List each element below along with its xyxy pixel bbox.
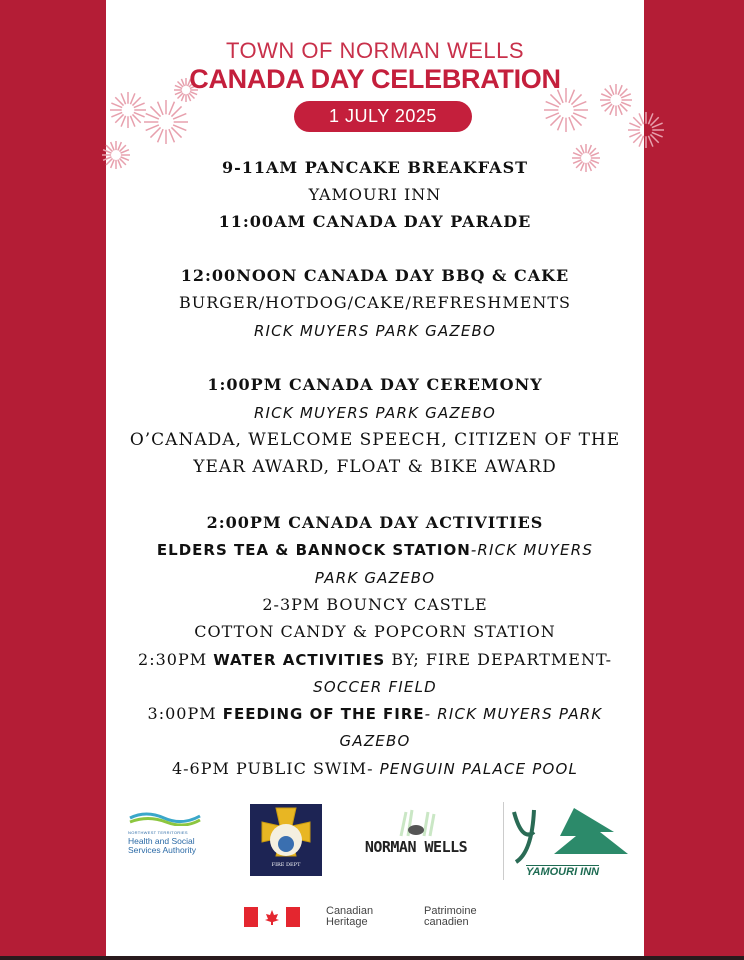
waves-icon	[128, 810, 202, 826]
schedule-text: WATER ACTIVITIES	[213, 651, 386, 669]
heritage-en-2: Heritage	[326, 916, 368, 928]
schedule-line	[106, 513, 644, 532]
schedule-line	[106, 375, 644, 394]
schedule-line	[106, 212, 644, 231]
schedule-text: BURGER/HOTDOG/CAKE/REFRESHMENTS	[178, 293, 572, 312]
schedule-text: 2:00PM CANADA DAY ACTIVITIES	[206, 513, 544, 532]
yamouri-text: YAMOURI INN	[526, 866, 600, 878]
fire-department-logo	[250, 804, 322, 876]
tree-y-icon	[504, 802, 634, 868]
schedule-line	[106, 650, 644, 669]
heritage-fr-2: canadien	[424, 916, 469, 928]
heritage-fr-1: Patrimoine	[424, 905, 477, 917]
schedule-text: FEEDING OF THE FIRE	[222, 705, 425, 723]
maltese-cross-icon	[250, 804, 322, 876]
norman-wells-text: NORMAN WELLS	[364, 838, 468, 856]
schedule-text: 3:00PM	[147, 704, 223, 723]
schedule-line	[106, 403, 644, 422]
schedule-text: O’CANADA, WELCOME SPEECH, CITIZEN OF THE	[129, 430, 621, 450]
schedule-text: ELDERS TEA & BANNOCK STATION	[156, 541, 471, 559]
schedule-line	[106, 430, 644, 450]
schedule-text: BY; FIRE DEPARTMENT-	[385, 650, 612, 669]
schedule-text: RICK MUYERS PARK GAZEBO	[253, 404, 497, 422]
schedule-line	[106, 266, 644, 285]
schedule-text: 4-6PM PUBLIC SWIM-	[171, 759, 380, 778]
schedule-text: RICK MUYERS PARK GAZEBO	[253, 322, 497, 340]
schedule-text: PENGUIN PALACE POOL	[379, 760, 579, 778]
schedule-line	[106, 595, 644, 614]
schedule-text: - RICK MUYERS PARK	[424, 705, 603, 723]
poster	[106, 0, 644, 956]
schedule-text: SOCCER FIELD	[313, 678, 437, 696]
heritage-en-1: Canadian	[326, 905, 374, 917]
schedule-line	[106, 759, 644, 778]
schedule-text: 9-11AM PANCAKE BREAKFAST	[221, 158, 529, 177]
schedule-line	[106, 293, 644, 312]
hssa-region: NORTHWEST TERRITORIES	[128, 830, 188, 835]
patrimoine-canadien-text	[424, 906, 477, 928]
loon-aurora-icon	[356, 808, 476, 838]
schedule-text: YEAR AWARD, FLOAT & BIKE AWARD	[193, 457, 557, 477]
hssa-line2: Services Authority	[128, 845, 197, 855]
schedule-text: YAMOURI INN	[308, 185, 442, 204]
schedule-text: PARK GAZEBO	[314, 569, 436, 587]
bottom-border	[0, 956, 744, 960]
hssa-logo	[128, 810, 208, 855]
schedule-line	[106, 540, 644, 559]
schedule-line	[106, 622, 644, 641]
schedule-line	[106, 568, 644, 587]
schedule-text: 2-3PM BOUNCY CASTLE	[262, 595, 488, 614]
schedule-line	[106, 321, 644, 340]
event-title: CANADA DAY CELEBRATION	[189, 64, 561, 94]
schedule-line	[106, 731, 644, 750]
canada-flag-icon	[244, 907, 300, 927]
schedule-line	[106, 457, 644, 477]
schedule-line	[106, 185, 644, 204]
canadian-heritage-text	[326, 906, 373, 928]
schedule-text: 12:00NOON CANADA DAY BBQ & CAKE	[180, 266, 570, 285]
schedule-line	[106, 704, 644, 723]
schedule-text: 1:00PM CANADA DAY CEREMONY	[207, 375, 543, 394]
norman-wells-logo	[356, 808, 476, 874]
schedule-line	[106, 677, 644, 696]
schedule-text: COTTON CANDY & POPCORN STATION	[194, 622, 556, 641]
hssa-line1: Health and Social	[128, 836, 195, 846]
yamouri-inn-logo	[503, 802, 634, 880]
schedule-line	[106, 158, 644, 177]
town-name: TOWN OF NORMAN WELLS	[225, 38, 525, 63]
schedule-text: 11:00AM CANADA DAY PARADE	[218, 212, 532, 231]
fire-dept-text: FIRE DEPT	[271, 862, 301, 868]
schedule-text: 2:30PM	[138, 650, 214, 669]
date-badge: 1 JULY 2025	[294, 101, 472, 132]
schedule-text: GAZEBO	[339, 732, 411, 750]
schedule-text: -RICK MUYERS	[470, 541, 594, 559]
